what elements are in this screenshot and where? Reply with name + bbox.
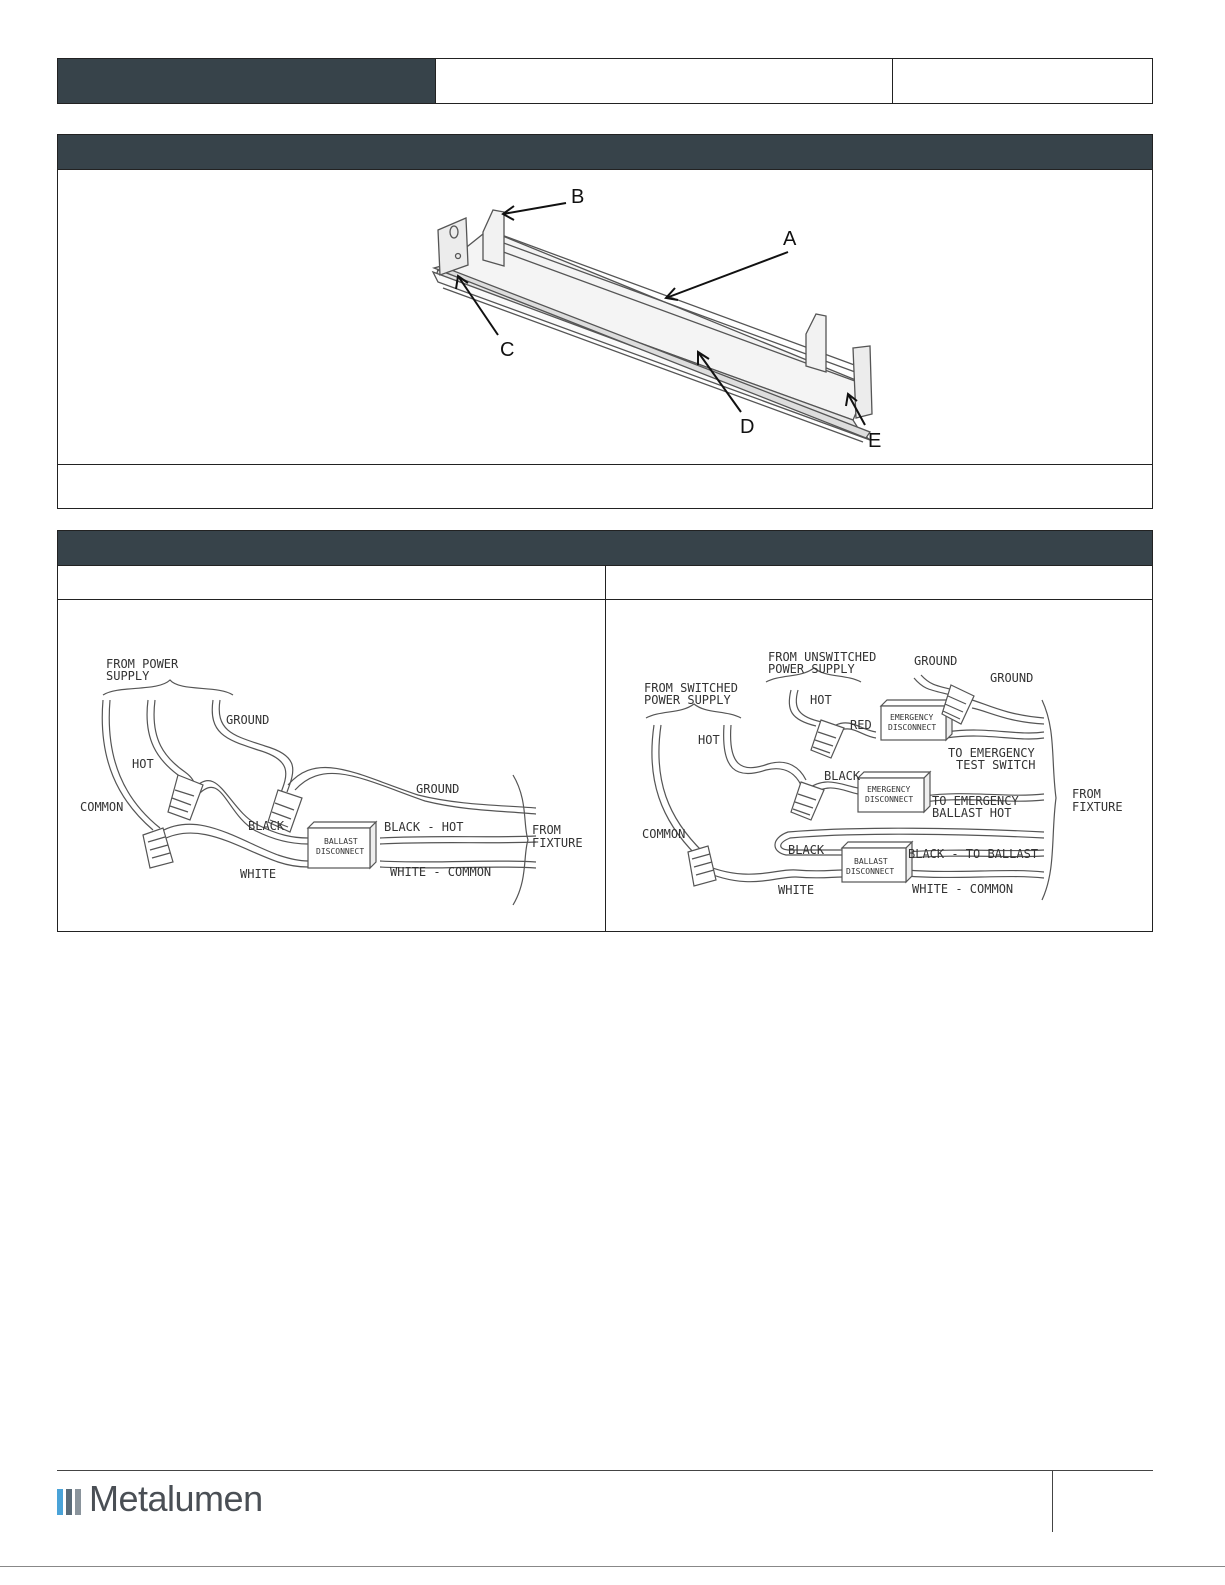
common-label: COMMON bbox=[80, 800, 124, 814]
to-emergency-ballast-line2: BALLAST HOT bbox=[932, 806, 1012, 820]
header-right-cell bbox=[893, 59, 1152, 103]
black-to-ballast-label: BLACK - TO BALLAST bbox=[908, 847, 1039, 861]
standard-wiring-panel bbox=[58, 600, 606, 931]
hot-label: HOT bbox=[132, 757, 154, 771]
white-label: WHITE bbox=[778, 883, 815, 897]
ground-right-label: GROUND bbox=[990, 671, 1034, 685]
from-unswitched-line2: POWER SUPPLY bbox=[768, 662, 855, 676]
label-c: C bbox=[500, 339, 515, 361]
logo-mark-icon bbox=[57, 1483, 81, 1515]
emergency-wiring-panel bbox=[606, 600, 1152, 931]
black-hot-label: BLACK - HOT bbox=[384, 820, 464, 834]
fixture-parts-section bbox=[57, 134, 1153, 509]
fixture-diagram bbox=[58, 170, 1151, 464]
black-low-label: BLACK bbox=[788, 843, 825, 857]
brand-name: Metalumen bbox=[89, 1478, 263, 1519]
hot-left-label: HOT bbox=[698, 733, 720, 747]
ballast-disconnect-line1: BALLAST bbox=[324, 837, 358, 846]
ballast-disconnect-line2: DISCONNECT bbox=[316, 847, 365, 856]
footer-rule bbox=[57, 1470, 1153, 1471]
from-power-supply-line2: SUPPLY bbox=[106, 669, 150, 683]
metalumen-logo bbox=[57, 1478, 263, 1520]
emergency-disconnect-top-line2: DISCONNECT bbox=[888, 723, 937, 732]
page-bottom-rule bbox=[0, 1566, 1225, 1567]
common-label: COMMON bbox=[642, 827, 686, 841]
white-common-label: WHITE - COMMON bbox=[390, 865, 492, 879]
ballast-disconnect-line1: BALLAST bbox=[854, 857, 888, 866]
emergency-disconnect-top-line1: EMERGENCY bbox=[890, 713, 934, 722]
from-unswitched-line1: FROM UNSWITCHED bbox=[768, 650, 877, 664]
from-fixture-line1: FROM bbox=[1072, 787, 1101, 801]
label-a: A bbox=[783, 228, 797, 250]
ballast-disconnect-line2: DISCONNECT bbox=[846, 867, 895, 876]
from-fixture-line2: FIXTURE bbox=[532, 836, 583, 850]
ground-top-label: GROUND bbox=[226, 713, 270, 727]
standard-wiring-diagram bbox=[58, 600, 604, 931]
emergency-disconnect-mid-line2: DISCONNECT bbox=[865, 795, 914, 804]
document-header-table bbox=[57, 58, 1153, 104]
from-fixture-line2: FIXTURE bbox=[1072, 800, 1123, 814]
from-switched-line2: POWER SUPPLY bbox=[644, 693, 731, 707]
wiring-header-emergency bbox=[606, 566, 1152, 599]
from-power-supply-line1: FROM POWER bbox=[106, 657, 179, 671]
white-label: WHITE bbox=[240, 867, 277, 881]
black-label: BLACK bbox=[248, 819, 285, 833]
ground-right-label: GROUND bbox=[416, 782, 460, 796]
emergency-disconnect-mid-line1: EMERGENCY bbox=[867, 785, 911, 794]
header-middle-cell bbox=[436, 59, 893, 103]
footer-divider bbox=[1052, 1470, 1053, 1532]
wiring-section bbox=[57, 530, 1153, 932]
header-title-cell bbox=[58, 59, 436, 103]
to-emergency-test-line2: TEST SWITCH bbox=[956, 758, 1036, 772]
wiring-column-headers bbox=[58, 566, 1152, 600]
label-e: E bbox=[868, 430, 882, 452]
black-mid-label: BLACK bbox=[824, 769, 861, 783]
emergency-wiring-diagram bbox=[606, 600, 1152, 931]
from-switched-line1: FROM SWITCHED bbox=[644, 681, 738, 695]
parts-section-header-bar bbox=[58, 135, 1152, 170]
hot-top-label: HOT bbox=[810, 693, 832, 707]
fixture-figure-area bbox=[58, 170, 1152, 465]
wiring-diagrams bbox=[58, 600, 1152, 931]
red-label: RED bbox=[850, 718, 872, 732]
wiring-header-standard bbox=[58, 566, 606, 599]
to-emergency-test-line1: TO EMERGENCY bbox=[948, 746, 1035, 760]
white-common-label: WHITE - COMMON bbox=[912, 882, 1014, 896]
parts-caption-row bbox=[58, 465, 1152, 507]
from-fixture-line1: FROM bbox=[532, 823, 561, 837]
wiring-section-header-bar bbox=[58, 531, 1152, 566]
label-d: D bbox=[740, 416, 755, 438]
label-b: B bbox=[571, 186, 585, 208]
to-emergency-ballast-line1: TO EMERGENCY bbox=[932, 794, 1019, 808]
ground-top-label: GROUND bbox=[914, 654, 958, 668]
